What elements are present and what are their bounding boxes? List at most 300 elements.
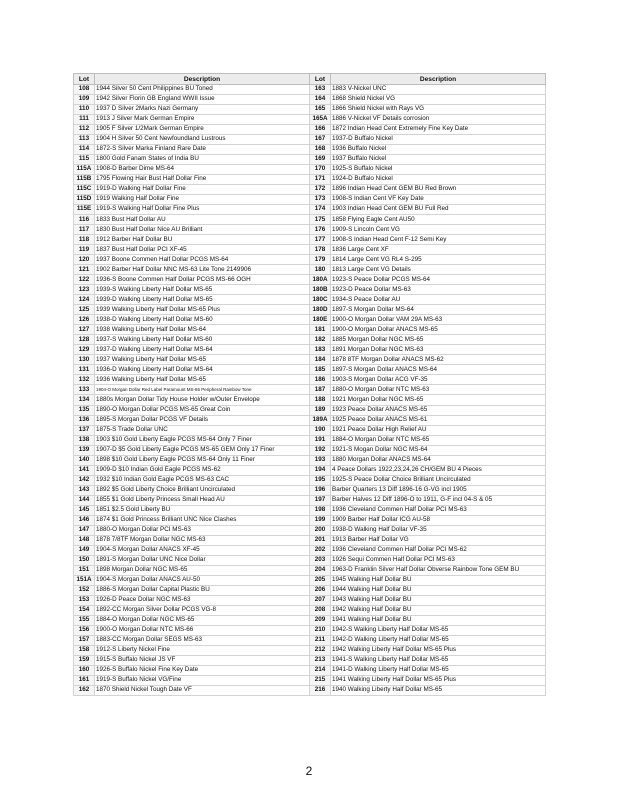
table-row (74, 495, 546, 505)
lot-description-right: 1937 Buffalo Nickel (331, 155, 546, 165)
lot-description-right: 1900-O Morgan Dollar VAM 29A MS-63 (331, 315, 546, 325)
lot-number-right: 207 (310, 595, 331, 605)
lot-description-right: 1903-S Morgan Dollar ACG VF-35 (331, 375, 546, 385)
lot-number-right: 208 (310, 605, 331, 615)
lot-number-left: 133 (74, 385, 95, 395)
table-row (74, 605, 546, 615)
lot-description-left: 1919-S Walking Half Dollar Fine Plus (95, 205, 310, 215)
lot-description-left: 1919-D Walking Half Dollar Fine (95, 185, 310, 195)
lot-description-right: 1885 Morgan Dollar NGC MS-65 (331, 335, 546, 345)
lot-number-left: 120 (74, 255, 95, 265)
lot-description-left: 1937 D Silver 2Marks Nazi Germany (95, 105, 310, 115)
table-row (74, 625, 546, 635)
lot-number-right: 196 (310, 485, 331, 495)
lot-description-left: 1907-D $5 Gold Liberty Eagle PCGS MS-65 GEM Only 17 Finer (95, 445, 310, 455)
lot-description-left: 1880s Morgan Dollar Tidy House Holder w/Outer Envelope (95, 395, 310, 405)
table-row (74, 675, 546, 685)
header-row (74, 74, 546, 85)
lot-number-right: 167 (310, 135, 331, 145)
lot-number-right: 199 (310, 515, 331, 525)
lot-number-right: 165 (310, 105, 331, 115)
lot-number-left: 148 (74, 535, 95, 545)
lot-number-left: 152 (74, 585, 95, 595)
table-row (74, 155, 546, 165)
lot-number-right: 189 (310, 405, 331, 415)
lot-description-right: 1868 Shield Nickel VG (331, 95, 546, 105)
lot-description-left: 1937 Walking Liberty Half Dollar MS-65 (95, 355, 310, 365)
table-row (74, 685, 546, 695)
lot-number-right: 186 (310, 375, 331, 385)
lot-description-right: 1814 Large Cent VG RL4 S-295 (331, 255, 546, 265)
lot-description-right: 1897-S Morgan Dollar ANACS MS-64 (331, 365, 546, 375)
lot-description-left: 1878 7/8TF Morgan Dollar NGC MS-63 (95, 535, 310, 545)
lot-description-left: 1830 Bust Half Dollar Nice AU Brilliant (95, 225, 310, 235)
lot-description-right: 1925-S Buffalo Nickel (331, 165, 546, 175)
description-header-right: Description (331, 74, 546, 85)
lot-number-left: 156 (74, 625, 95, 635)
table-row (74, 135, 546, 145)
lot-number-left: 126 (74, 315, 95, 325)
lot-number-right: 190 (310, 425, 331, 435)
lot-description-right: 1883 V-Nickel UNC (331, 85, 546, 95)
lot-description-right: 1896 Indian Head Cent GEM BU Red Brown (331, 185, 546, 195)
lot-description-right: 1941 Walking Liberty Half Dollar MS-65 Plus (331, 675, 546, 685)
table-row (74, 85, 546, 95)
table-row (74, 335, 546, 345)
lot-number-right: 180A (310, 275, 331, 285)
lot-number-right: 174 (310, 205, 331, 215)
lot-number-right: 182 (310, 335, 331, 345)
lot-description-left: 1939 Walking Liberty Half Dollar MS-65 Plus (95, 305, 310, 315)
lot-number-right: 202 (310, 545, 331, 555)
lot-number-left: 137 (74, 425, 95, 435)
lot-number-left: 139 (74, 445, 95, 455)
table-row (74, 225, 546, 235)
table-row (74, 115, 546, 125)
lot-number-right: 192 (310, 445, 331, 455)
lot-number-left: 115B (74, 175, 95, 185)
lot-description-left: 1942 Silver Florin GB England WWII Issue (95, 95, 310, 105)
table-row (74, 305, 546, 315)
lot-description-right: 1936 Cleveland Commen Half Dollar PCI MS-62 (331, 545, 546, 555)
lot-description-left: 1908-D Barber Dime MS-64 (95, 165, 310, 175)
lot-description-right: 1944 Walking Half Dollar BU (331, 585, 546, 595)
lot-number-right: 175 (310, 215, 331, 225)
lot-description-right: 1813 Large Cent VG Details (331, 265, 546, 275)
lot-description-left: 1938 Walking Liberty Half Dollar MS-64 (95, 325, 310, 335)
lot-number-right: 209 (310, 615, 331, 625)
lot-description-left: 1891-S Morgan Dollar UNC Nice Dollar (95, 555, 310, 565)
lot-number-right: 203 (310, 555, 331, 565)
lot-number-right: 211 (310, 635, 331, 645)
lot-description-right: 1926 Sequi Commen Half Dollar PCI MS-63 (331, 555, 546, 565)
lot-description-left: 1909-D $10 Indian Gold Eagle PCGS MS-62 (95, 465, 310, 475)
lot-description-left: 1912 Barber Half Dollar BU (95, 235, 310, 245)
lot-description-left: 1903 $10 Gold Liberty Eagle PCGS MS-64 Only 7 Finer (95, 435, 310, 445)
lot-number-right: 193 (310, 455, 331, 465)
table-row (74, 185, 546, 195)
lot-description-right: 1884-O Morgan Dollar NTC MS-65 (331, 435, 546, 445)
table-row (74, 635, 546, 645)
lot-number-left: 162 (74, 685, 95, 695)
lot-description-left: 1904-O Morgan Dollar Red Label Paramount MS-65 Peripheral Rainbow Tone (95, 385, 310, 395)
lot-number-left: 117 (74, 225, 95, 235)
lot-description-left: 1795 Flowing Hair Bust Half Dollar Fine (95, 175, 310, 185)
lot-description-right: 1909 Barber Half Dollar ICG AU-58 (331, 515, 546, 525)
lot-description-right: 1880-O Morgan Dollar NTC MS-63 (331, 385, 546, 395)
table-row (74, 425, 546, 435)
lot-description-left: 1833 Bust Half Dollar AU (95, 215, 310, 225)
table-row (74, 615, 546, 625)
table-row (74, 205, 546, 215)
lot-description-left: 1937 Boone Commen Half Dollar PCGS MS-64 (95, 255, 310, 265)
lot-description-left: 1913 J Silver Mark German Empire (95, 115, 310, 125)
lot-description-right: 1880 Morgan Dollar ANACS MS-64 (331, 455, 546, 465)
lot-number-right: 172 (310, 185, 331, 195)
lot-number-left: 149 (74, 545, 95, 555)
lot-description-right: 1909-S Lincoln Cent VG (331, 225, 546, 235)
lot-description-left: 1919 Walking Half Dollar Fine (95, 195, 310, 205)
table-row (74, 445, 546, 455)
lot-number-right: 188 (310, 395, 331, 405)
lot-description-left: 1892 $5 Gold Liberty Choice Brilliant Uncirculated (95, 485, 310, 495)
lot-number-left: 153 (74, 595, 95, 605)
lot-number-right: 204 (310, 565, 331, 575)
lot-number-right: 206 (310, 585, 331, 595)
lot-number-left: 121 (74, 265, 95, 275)
lot-description-left: 1944 Silver 50 Cent Philippines BU Toned (95, 85, 310, 95)
lot-number-right: 163 (310, 85, 331, 95)
lot-number-left: 128 (74, 335, 95, 345)
lot-number-left: 118 (74, 235, 95, 245)
lot-description-left: 1875-S Trade Dollar UNC (95, 425, 310, 435)
lot-number-left: 158 (74, 645, 95, 655)
table-row (74, 575, 546, 585)
table-row (74, 315, 546, 325)
lot-description-left: 1892-CC Morgan Silver Dollar PCGS VG-8 (95, 605, 310, 615)
lot-number-right: 215 (310, 675, 331, 685)
lot-number-right: 195 (310, 475, 331, 485)
table-row (74, 545, 546, 555)
lot-description-left: 1855 $1 Gold Liberty Princess Small Head AU (95, 495, 310, 505)
lot-description-left: 1904-S Morgan Dollar ANACS XF-45 (95, 545, 310, 555)
table-row (74, 455, 546, 465)
table-row (74, 375, 546, 385)
lot-description-left: 1883-CC Morgan Dollar SEGS MS-63 (95, 635, 310, 645)
lot-description-right: 1925-S Peace Dollar Choice Brilliant Uncirculated (331, 475, 546, 485)
lot-number-left: 154 (74, 605, 95, 615)
lot-number-right: 180D (310, 305, 331, 315)
lot-header-left: Lot (74, 74, 95, 85)
lot-number-left: 141 (74, 465, 95, 475)
lot-description-left: 1915-S Buffalo Nickel JS VF (95, 655, 310, 665)
lot-number-right: 178 (310, 245, 331, 255)
lot-description-right: 1943 Walking Half Dollar BU (331, 595, 546, 605)
lot-description-right: 1934-S Peace Dollar AU (331, 295, 546, 305)
lot-number-left: 140 (74, 455, 95, 465)
lot-number-left: 115C (74, 185, 95, 195)
lot-description-left: 1937-S Walking Liberty Half Dollar MS-60 (95, 335, 310, 345)
table-row (74, 395, 546, 405)
lot-number-left: 115A (74, 165, 95, 175)
table-row (74, 145, 546, 155)
table-row (74, 255, 546, 265)
lot-number-right: 179 (310, 255, 331, 265)
table-row (74, 95, 546, 105)
lot-description-right: 1908-S Indian Head Cent F-12 Semi Key (331, 235, 546, 245)
lot-description-right: 1921 Peace Dollar High Relief AU (331, 425, 546, 435)
lot-number-left: 115E (74, 205, 95, 215)
lot-header-right: Lot (310, 74, 331, 85)
lot-description-left: 1886-S Morgan Dollar Capital Plastic BU (95, 585, 310, 595)
lot-description-left: 1872-S Silver Marka Finland Rare Date (95, 145, 310, 155)
lot-description-left: 1800 Gold Fanam States of India BU (95, 155, 310, 165)
table-row (74, 105, 546, 115)
lot-description-right: 1941-D Walking Liberty Half Dollar MS-65 (331, 665, 546, 675)
lot-description-right: 1936 Buffalo Nickel (331, 145, 546, 155)
table-row (74, 465, 546, 475)
lot-number-right: 177 (310, 235, 331, 245)
lot-description-left: 1936-D Walking Liberty Half Dollar MS-64 (95, 365, 310, 375)
lot-description-right: 1891 Morgan Dollar NGC MS-63 (331, 345, 546, 355)
lot-description-right: 1936 Cleveland Commen Half Dollar PCI MS-63 (331, 505, 546, 515)
lot-number-left: 134 (74, 395, 95, 405)
table-row (74, 195, 546, 205)
lot-number-left: 151 (74, 565, 95, 575)
lot-description-left: 1884-O Morgan Dollar NGC MS-65 (95, 615, 310, 625)
lot-description-left: 1936-S Boone Commen Half Dollar PCGS MS-66 OGH (95, 275, 310, 285)
lot-description-right: 1924-D Buffalo Nickel (331, 175, 546, 185)
lot-description-left: 1902 Barber Half Dollar NNC MS-63 Lite Tone 2149906 (95, 265, 310, 275)
table-row (74, 175, 546, 185)
lot-description-right: Barber Halves 12 Diff 1896-O to 1911, G-F incl 04-S & 05 (331, 495, 546, 505)
lot-number-right: 216 (310, 685, 331, 695)
lot-description-left: 1932 $10 Indian Gold Eagle PCGS MS-63 CAC (95, 475, 310, 485)
lot-description-right: 1923 Peace Dollar ANACS MS-65 (331, 405, 546, 415)
lot-description-right: 1925 Peace Dollar ANACS MS-61 (331, 415, 546, 425)
table-row (74, 535, 546, 545)
lot-number-left: 136 (74, 415, 95, 425)
lot-number-right: 214 (310, 665, 331, 675)
lot-number-right: 170 (310, 165, 331, 175)
lot-number-left: 143 (74, 485, 95, 495)
lot-number-left: 135 (74, 405, 95, 415)
lot-number-right: 169 (310, 155, 331, 165)
lot-number-right: 183 (310, 345, 331, 355)
lot-description-right: 1938-D Walking Half Dollar VF-35 (331, 525, 546, 535)
lot-number-right: 210 (310, 625, 331, 635)
table-row (74, 485, 546, 495)
lot-description-right: 1923-D Peace Dollar MS-63 (331, 285, 546, 295)
lot-number-left: 112 (74, 125, 95, 135)
lot-number-left: 116 (74, 215, 95, 225)
lot-number-left: 131 (74, 365, 95, 375)
lot-number-left: 159 (74, 655, 95, 665)
table-row (74, 435, 546, 445)
lot-description-left: 1926-S Buffalo Nickel Fine Key Date (95, 665, 310, 675)
lot-description-left: 1936 Walking Liberty Half Dollar MS-65 (95, 375, 310, 385)
lot-number-left: 122 (74, 275, 95, 285)
lot-description-left: 1874 $1 Gold Princess Brilliant UNC Nice Clashes (95, 515, 310, 525)
lot-number-left: 114 (74, 145, 95, 155)
table-row (74, 215, 546, 225)
table-row (74, 355, 546, 365)
lot-number-right: 180B (310, 285, 331, 295)
description-header-left: Description (95, 74, 310, 85)
lot-number-left: 115D (74, 195, 95, 205)
lot-description-right: 1942-D Walking Liberty Half Dollar MS-65 (331, 635, 546, 645)
table-row (74, 645, 546, 655)
table-row (74, 165, 546, 175)
lot-number-right: 212 (310, 645, 331, 655)
lot-number-right: 200 (310, 525, 331, 535)
lot-number-left: 142 (74, 475, 95, 485)
lot-description-left: 1851 $2.5 Gold Liberty BU (95, 505, 310, 515)
lot-description-right: 1886 V-Nickel VF Details corrosion (331, 115, 546, 125)
lot-description-left: 1898 $10 Gold Liberty Eagle PCGS MS-64 Only 11 Finer (95, 455, 310, 465)
lot-description-right: 1942 Walking Liberty Half Dollar MS-65 Plus (331, 645, 546, 655)
lot-description-right: 1913 Barber Half Dollar VG (331, 535, 546, 545)
lot-number-left: 130 (74, 355, 95, 365)
lot-description-right: 1836 Large Cent XF (331, 245, 546, 255)
lot-number-right: 213 (310, 655, 331, 665)
lot-number-left: 144 (74, 495, 95, 505)
lot-description-right: 1945 Walking Half Dollar BU (331, 575, 546, 585)
table-row (74, 125, 546, 135)
lot-description-right: 1872 Indian Head Cent Extremely Fine Key Date (331, 125, 546, 135)
lot-number-left: 111 (74, 115, 95, 125)
lot-description-left: 1890-O Morgan Dollar PCGS MS-65 Great Coin (95, 405, 310, 415)
lot-number-right: 165A (310, 115, 331, 125)
table-row (74, 285, 546, 295)
lot-number-left: 127 (74, 325, 95, 335)
lot-description-right: 1908-S Indian Cent VF Key Date (331, 195, 546, 205)
table-row (74, 555, 546, 565)
lot-description-right: 1900-O Morgan Dollar ANACS MS-65 (331, 325, 546, 335)
table-row (74, 415, 546, 425)
lot-description-left: 1880-O Morgan Dollar PCI MS-63 (95, 525, 310, 535)
lot-number-left: 145 (74, 505, 95, 515)
lot-number-left: 113 (74, 135, 95, 145)
lot-number-right: 185 (310, 365, 331, 375)
lot-description-right: 1903 Indian Head Cent GEM BU Full Red (331, 205, 546, 215)
lot-number-right: 191 (310, 435, 331, 445)
lot-number-left: 160 (74, 665, 95, 675)
table-row (74, 665, 546, 675)
lot-description-left: 1937-D Walking Liberty Half Dollar MS-64 (95, 345, 310, 355)
lot-description-left: 1912-S Liberty Nickel Fine (95, 645, 310, 655)
lot-description-right: 1942-S Walking Liberty Half Dollar MS-65 (331, 625, 546, 635)
lot-description-left: 1904-S Morgan Dollar ANACS AU-50 (95, 575, 310, 585)
lot-number-left: 110 (74, 105, 95, 115)
lot-description-right: 1937-D Buffalo Nickel (331, 135, 546, 145)
lot-number-right: 180C (310, 295, 331, 305)
lot-description-left: 1895-S Morgan Dollar PCGS VF Details (95, 415, 310, 425)
table-row (74, 325, 546, 335)
lot-number-left: 129 (74, 345, 95, 355)
lot-number-right: 184 (310, 355, 331, 365)
table-row (74, 475, 546, 485)
lot-description-right: 1923-S Peace Dollar PCGS MS-64 (331, 275, 546, 285)
lot-table (73, 73, 546, 696)
lot-rows (74, 85, 546, 696)
lot-table-container (73, 73, 544, 696)
page-number: 2 (305, 764, 313, 778)
lot-number-right: 197 (310, 495, 331, 505)
table-row (74, 515, 546, 525)
table-row (74, 585, 546, 595)
lot-number-right: 173 (310, 195, 331, 205)
lot-description-right: 4 Peace Dollars 1922,23,24,26 CH/GEM BU 4 Pieces (331, 465, 546, 475)
lot-number-left: 108 (74, 85, 95, 95)
lot-number-left: 147 (74, 525, 95, 535)
lot-number-left: 123 (74, 285, 95, 295)
lot-description-left: 1870 Shield Nickel Tough Date VF (95, 685, 310, 695)
table-row (74, 295, 546, 305)
lot-number-left: 146 (74, 515, 95, 525)
lot-description-left: 1837 Bust Half Dollar PCI XF-45 (95, 245, 310, 255)
table-row (74, 345, 546, 355)
lot-description-left: 1904 H Silver 50 Cent Newfoundland Lustrous (95, 135, 310, 145)
lot-description-right: 1940 Walking Liberty Half Dollar MS-65 (331, 685, 546, 695)
lot-number-left: 155 (74, 615, 95, 625)
lot-number-left: 151A (74, 575, 95, 585)
lot-number-left: 109 (74, 95, 95, 105)
lot-number-right: 194 (310, 465, 331, 475)
lot-description-right: 1941-S Walking Liberty Half Dollar MS-65 (331, 655, 546, 665)
lot-description-right: 1878 8TF Morgan Dollar ANACS MS-62 (331, 355, 546, 365)
lot-number-right: 180 (310, 265, 331, 275)
lot-number-right: 166 (310, 125, 331, 135)
lot-number-right: 205 (310, 575, 331, 585)
lot-number-left: 132 (74, 375, 95, 385)
table-row (74, 365, 546, 375)
lot-number-right: 181 (310, 325, 331, 335)
lot-number-right: 168 (310, 145, 331, 155)
table-row (74, 385, 546, 395)
lot-description-left: 1919-S Buffalo Nickel VG/Fine (95, 675, 310, 685)
lot-number-right: 189A (310, 415, 331, 425)
lot-number-right: 176 (310, 225, 331, 235)
lot-description-right: 1858 Flying Eagle Cent AU50 (331, 215, 546, 225)
table-row (74, 505, 546, 515)
lot-description-left: 1938-D Walking Liberty Half Dollar MS-60 (95, 315, 310, 325)
lot-description-right: 1921 Morgan Dollar NGC MS-65 (331, 395, 546, 405)
table-row (74, 595, 546, 605)
lot-number-right: 198 (310, 505, 331, 515)
lot-description-right: 1921-S Mogan Dollar NGC MS-64 (331, 445, 546, 455)
table-row (74, 405, 546, 415)
lot-number-left: 138 (74, 435, 95, 445)
lot-number-left: 124 (74, 295, 95, 305)
table-row (74, 655, 546, 665)
lot-description-left: 1898 Morgan Dollar NGC MS-65 (95, 565, 310, 575)
lot-number-left: 150 (74, 555, 95, 565)
lot-description-right: 1963-D Franklin Silver Half Dollar Obverse Rainbow Tone GEM BU (331, 565, 546, 575)
lot-number-right: 164 (310, 95, 331, 105)
table-row (74, 275, 546, 285)
lot-description-left: 1926-D Peace Dollar NGC MS-63 (95, 595, 310, 605)
lot-number-right: 187 (310, 385, 331, 395)
table-row (74, 565, 546, 575)
lot-description-left: 1939-D Walking Liberty Half Dollar MS-65 (95, 295, 310, 305)
lot-number-right: 180E (310, 315, 331, 325)
lot-description-right: 1942 Walking Half Dollar BU (331, 605, 546, 615)
lot-description-right: 1897-S Morgan Dollar MS-64 (331, 305, 546, 315)
lot-number-right: 201 (310, 535, 331, 545)
table-row (74, 525, 546, 535)
lot-description-left: 1905 F Silver 1/2Mark German Empire (95, 125, 310, 135)
